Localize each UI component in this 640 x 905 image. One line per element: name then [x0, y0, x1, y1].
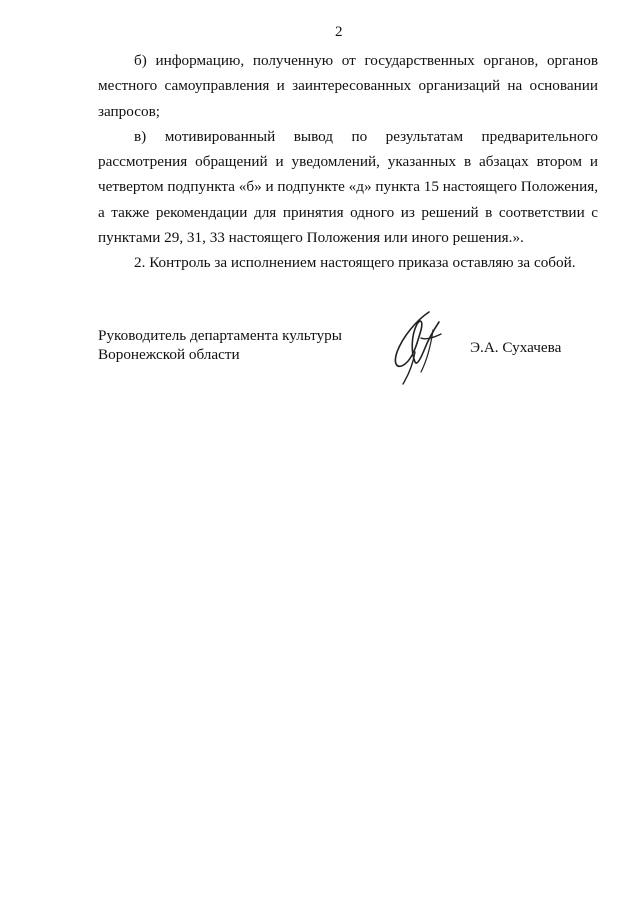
signer-position-line2: Воронежской области [98, 346, 240, 363]
signer-position-line1: Руководитель департамента культуры [98, 327, 342, 344]
handwritten-signature [381, 308, 451, 388]
paragraph-b: б) информацию, полученную от государственных органов, органов местного самоуправления и заинтересованных организаций на основании запросов; [98, 52, 598, 120]
signer-position [98, 326, 342, 364]
paragraph-v: в) мотивированный вывод по результатам предварительного рассмотрения обращений и уведомлений, указанных в абзацах втором и четвертом подпункта «б» и подпункте «д» пункта 15 настоящего Положения, а также рекомендации для принятия одного из решений в соответствии с пунктами 29, 31, 33 настоящего Положения или иного решения.». [98, 127, 598, 247]
signer-name: Э.А. Сухачева [470, 339, 562, 356]
page-number: 2 [335, 24, 343, 40]
signature-block [98, 320, 598, 390]
document-body [98, 48, 598, 276]
paragraph-2: 2. Контроль за исполнением настоящего приказа оставляю за собой. [134, 254, 576, 272]
